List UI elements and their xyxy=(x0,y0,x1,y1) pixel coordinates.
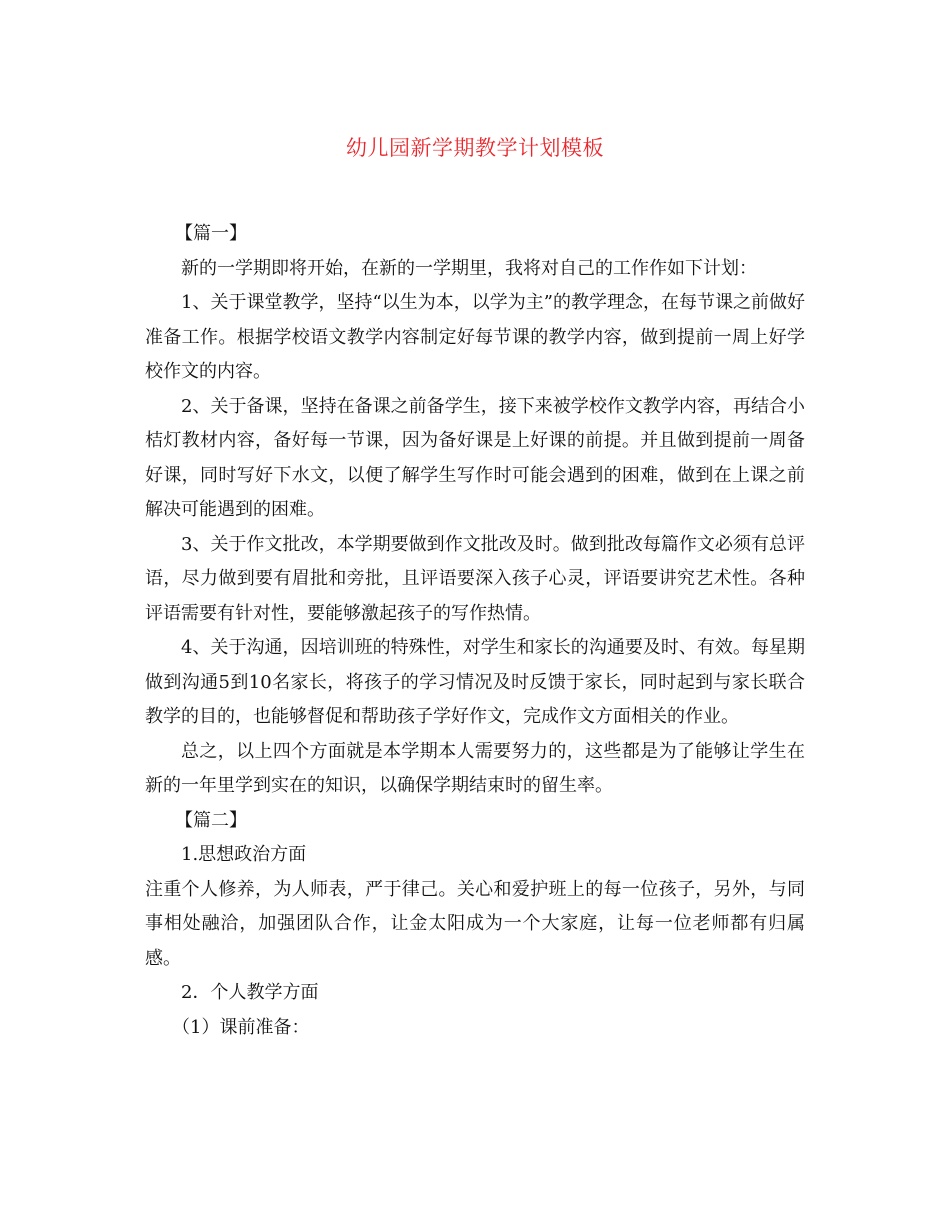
subheading-preparation: （1）课前准备： xyxy=(172,1016,310,1038)
section-heading-1: 【篇一】 xyxy=(175,223,247,244)
section-heading-2: 【篇二】 xyxy=(175,809,247,831)
paragraph-item-3: 3、关于作文批改，本学期要做到作文批改及时。做到批改每篇作文必须有总评语，尽力做到要有眉批和旁批，且评语要深入孩子心灵，评语要讲究艺术性。各种评语需要有针对性，要能够激起孩子的写作热情。 xyxy=(145,533,805,624)
document-title: 幼儿园新学期教学计划模板 xyxy=(346,136,604,160)
paragraph-item-2: 2、关于备课，坚持在备课之前备学生，接下来被学校作文教学内容，再结合小桔灯教材内容，备好每一节课，因为备好课是上好课的前提。并且做到提前一周备好课，同时写好下水文，以便了解学生写作时可能会遇到的困难，做到在上课之前解决可能遇到的困难。 xyxy=(145,395,805,520)
subheading-politics: 1.思想政治方面 xyxy=(181,844,307,865)
paragraph-item-4: 4、关于沟通，因培训班的特殊性，对学生和家长的沟通要及时、有效。每星期做到沟通5到10名家长，将孩子的学习情况及时反馈于家长，同时起到与家长联合教学的目的，也能够督促和帮助孩子学好作文，完成作文方面相关的作业。 xyxy=(145,637,805,727)
document-body xyxy=(145,217,805,1045)
paragraph-summary: 总之，以上四个方面就是本学期本人需要努力的，这些都是为了能够让学生在新的一年里学到实在的知识，以确保学期结束时的留生率。 xyxy=(145,740,805,796)
paragraph-item-1: 1、关于课堂教学，坚持“以生为本，以学为主”的教学理念，在每节课之前做好准备工作。根据学校语文教学内容制定好每节课的教学内容，做到提前一周上好学校作文的内容。 xyxy=(145,292,805,382)
subheading-teaching: 2．个人教学方面 xyxy=(181,982,319,1003)
paragraph-intro: 新的一学期即将开始，在新的一学期里，我将对自己的工作作如下计划： xyxy=(181,257,757,279)
paragraph-politics: 注重个人修养，为人师表，严于律己。关心和爱护班上的每一位孩子，另外，与同事相处融洽，加强团队合作，让金太阳成为一个大家庭，让每一位老师都有归属感。 xyxy=(145,878,805,969)
